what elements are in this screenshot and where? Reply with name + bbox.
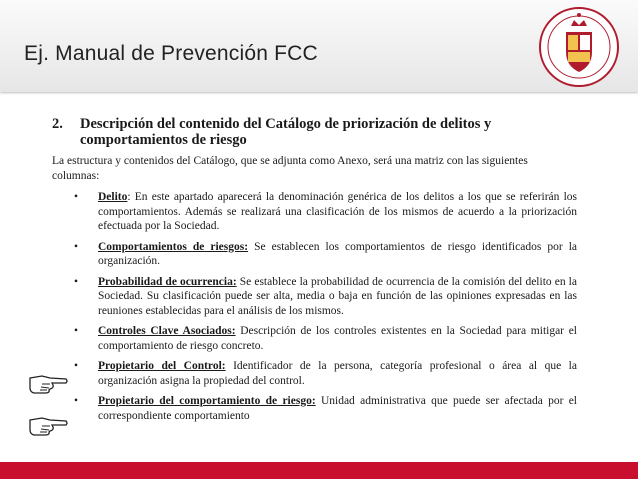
list-item [52, 240, 577, 269]
pointing-hand-icon [28, 414, 68, 436]
item-text: : En este apartado aparecerá la denominación genérica de los delitos a los que se referirán los comportamientos. Además se realizará una clasificación de los mismos de acuerdo a la priorización efectuada por la Sociedad. [98, 191, 577, 232]
list-item [52, 190, 577, 234]
bullet: • [74, 325, 79, 337]
item-term: Probabilidad de ocurrencia: [98, 275, 237, 288]
bullet: • [74, 360, 79, 372]
item-text: Se establece la probabilidad de ocurrencia de la comisión del delito en la Sociedad. Su clasificación puede ser alta, media o baja en función de las opiniones expresadas en las reuniones establecidas para el análisis de los mismos. [98, 275, 577, 317]
list-item [52, 275, 577, 319]
item-term: Delito [98, 191, 128, 203]
item-term: Comportamientos de riesgos: [98, 240, 249, 253]
university-seal-icon [538, 6, 620, 88]
section-number: 2. [52, 116, 63, 132]
item-text: Identificador de la persona, categoría profesional o área al que la organización asigna la propiedad del control. [98, 360, 577, 387]
item-text: Descripción de los controles existentes en la Sociedad para mitigar el comportamiento de riesgo concreto. [98, 325, 577, 352]
bullet: • [74, 395, 79, 407]
bullet: • [74, 191, 79, 203]
item-term: Propietario del Control: [98, 360, 226, 372]
section-title: Descripción del contenido del Catálogo de priorización de delitos y comportamientos de riesgo [80, 116, 492, 148]
bullet: • [74, 240, 79, 253]
column-list [52, 190, 577, 423]
list-item [52, 359, 577, 388]
document-excerpt [52, 104, 577, 429]
pointing-hand-icon [28, 372, 68, 394]
item-text: Unidad administrativa que puede ser afectada por el correspondiente comportamiento [98, 395, 577, 422]
list-item [52, 394, 577, 423]
slide-header [0, 0, 638, 92]
item-term: Controles Clave Asociados: [98, 325, 236, 337]
footer-accent-bar [0, 462, 638, 479]
intro-paragraph: La estructura y contenidos del Catálogo, que se adjunta como Anexo, será una matriz con las siguientes columnas: [52, 155, 528, 182]
list-item [52, 324, 577, 353]
section-heading [52, 116, 577, 148]
slide-title: Ej. Manual de Prevención FCC [24, 42, 318, 65]
item-term: Propietario del comportamiento de riesgo: [98, 395, 316, 407]
bullet: • [74, 275, 79, 288]
item-text: Se establecen los comportamientos de riesgo identificados por la organización. [98, 240, 577, 267]
